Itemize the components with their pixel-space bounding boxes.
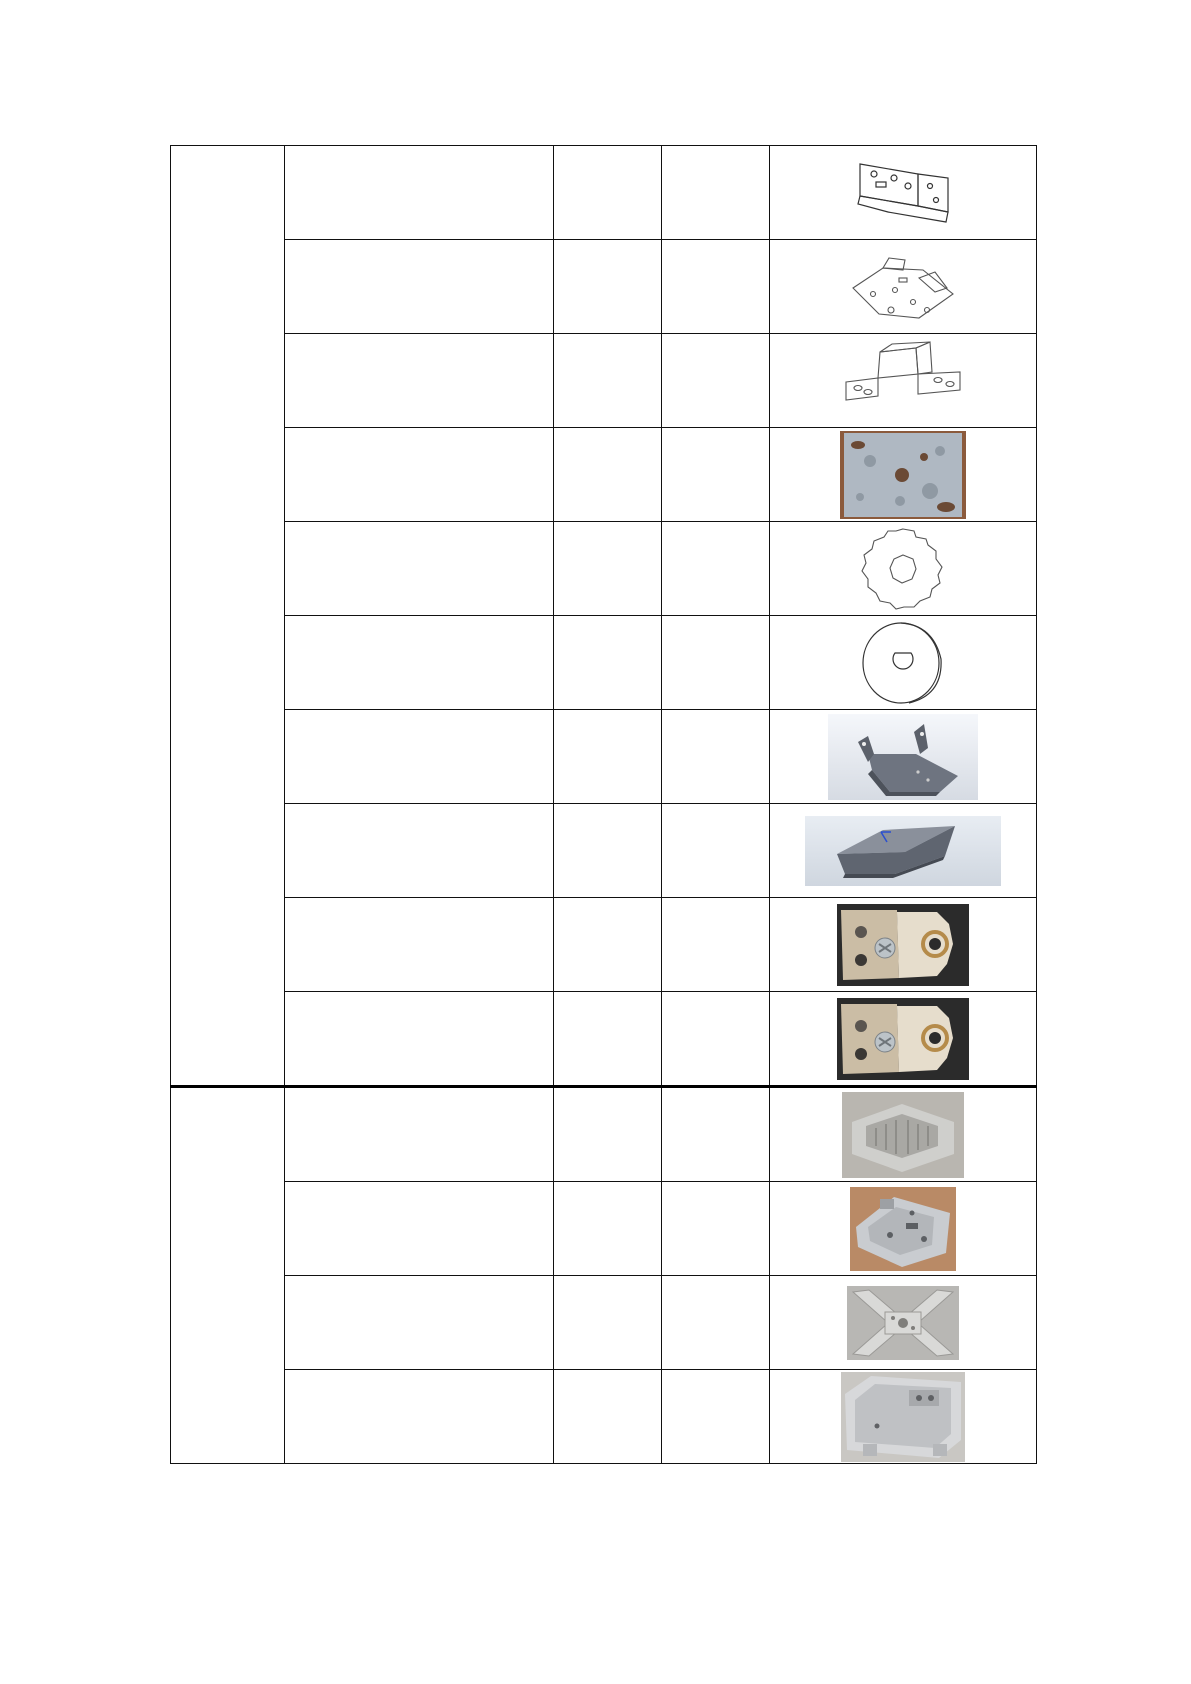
- value-cell: [662, 146, 770, 240]
- value-cell: [554, 1087, 662, 1182]
- parts-table: [170, 145, 1037, 1464]
- description-cell: [285, 334, 554, 428]
- table-row: [171, 710, 1037, 804]
- bent-bracket-image: [828, 714, 978, 800]
- part-image-cell: [770, 522, 1037, 616]
- value-cell: [554, 522, 662, 616]
- table-row: [171, 1370, 1037, 1464]
- value-cell: [554, 804, 662, 898]
- group-cell: [171, 1087, 285, 1464]
- table-row: [171, 1276, 1037, 1370]
- value-cell: [662, 428, 770, 522]
- description-cell: [285, 710, 554, 804]
- part-image-cell: [770, 1370, 1037, 1464]
- part-image-cell: [770, 1087, 1037, 1182]
- notched-washer-image: [858, 525, 948, 613]
- die-cast-base-image: [850, 1187, 956, 1271]
- round-washer-image: [855, 619, 951, 707]
- value-cell: [554, 616, 662, 710]
- part-image-cell: [770, 992, 1037, 1087]
- part-image-cell: [770, 616, 1037, 710]
- value-cell: [554, 146, 662, 240]
- die-cast-housing-image: [842, 1092, 964, 1178]
- table-row: [171, 992, 1037, 1087]
- sheet-metal-bracket-image: [848, 150, 958, 236]
- value-cell: [554, 1182, 662, 1276]
- value-cell: [662, 240, 770, 334]
- part-image-cell: [770, 710, 1037, 804]
- value-cell: [662, 1370, 770, 1464]
- galvanized-plate-image: [840, 431, 966, 519]
- value-cell: [662, 992, 770, 1087]
- value-cell: [554, 898, 662, 992]
- value-cell: [662, 898, 770, 992]
- table-row: [171, 240, 1037, 334]
- part-image-cell: [770, 1182, 1037, 1276]
- description-cell: [285, 1087, 554, 1182]
- part-image-cell: [770, 804, 1037, 898]
- table-row: [171, 146, 1037, 240]
- table-row: [171, 804, 1037, 898]
- part-image-cell: [770, 334, 1037, 428]
- hinge-with-screw-image: [837, 998, 969, 1080]
- mounting-plate-image: [843, 244, 963, 330]
- value-cell: [554, 710, 662, 804]
- value-cell: [662, 334, 770, 428]
- description-cell: [285, 240, 554, 334]
- value-cell: [554, 428, 662, 522]
- value-cell: [662, 1087, 770, 1182]
- group-cell: [171, 146, 285, 1087]
- description-cell: [285, 1182, 554, 1276]
- description-cell: [285, 1276, 554, 1370]
- part-image-cell: [770, 1276, 1037, 1370]
- description-cell: [285, 992, 554, 1087]
- table-row: [171, 898, 1037, 992]
- value-cell: [662, 616, 770, 710]
- value-cell: [662, 1276, 770, 1370]
- part-image-cell: [770, 428, 1037, 522]
- part-image-cell: [770, 240, 1037, 334]
- table-row: [171, 522, 1037, 616]
- hat-bracket-image: [838, 338, 968, 424]
- table-row: [171, 1182, 1037, 1276]
- part-image-cell: [770, 898, 1037, 992]
- value-cell: [662, 522, 770, 616]
- value-cell: [554, 240, 662, 334]
- table-row: [171, 616, 1037, 710]
- hinge-with-screw-image: [837, 904, 969, 986]
- value-cell: [554, 334, 662, 428]
- value-cell: [554, 992, 662, 1087]
- value-cell: [662, 1182, 770, 1276]
- description-cell: [285, 522, 554, 616]
- table-row: [171, 334, 1037, 428]
- description-cell: [285, 428, 554, 522]
- folded-plate-image: [805, 816, 1001, 886]
- description-cell: [285, 804, 554, 898]
- value-cell: [554, 1276, 662, 1370]
- part-image-cell: [770, 146, 1037, 240]
- die-cast-cover-image: [841, 1372, 965, 1462]
- value-cell: [554, 1370, 662, 1464]
- table-row: [171, 428, 1037, 522]
- table-row: [171, 1087, 1037, 1182]
- description-cell: [285, 146, 554, 240]
- description-cell: [285, 1370, 554, 1464]
- description-cell: [285, 898, 554, 992]
- value-cell: [662, 804, 770, 898]
- value-cell: [662, 710, 770, 804]
- description-cell: [285, 616, 554, 710]
- cross-bracket-image: [847, 1286, 959, 1360]
